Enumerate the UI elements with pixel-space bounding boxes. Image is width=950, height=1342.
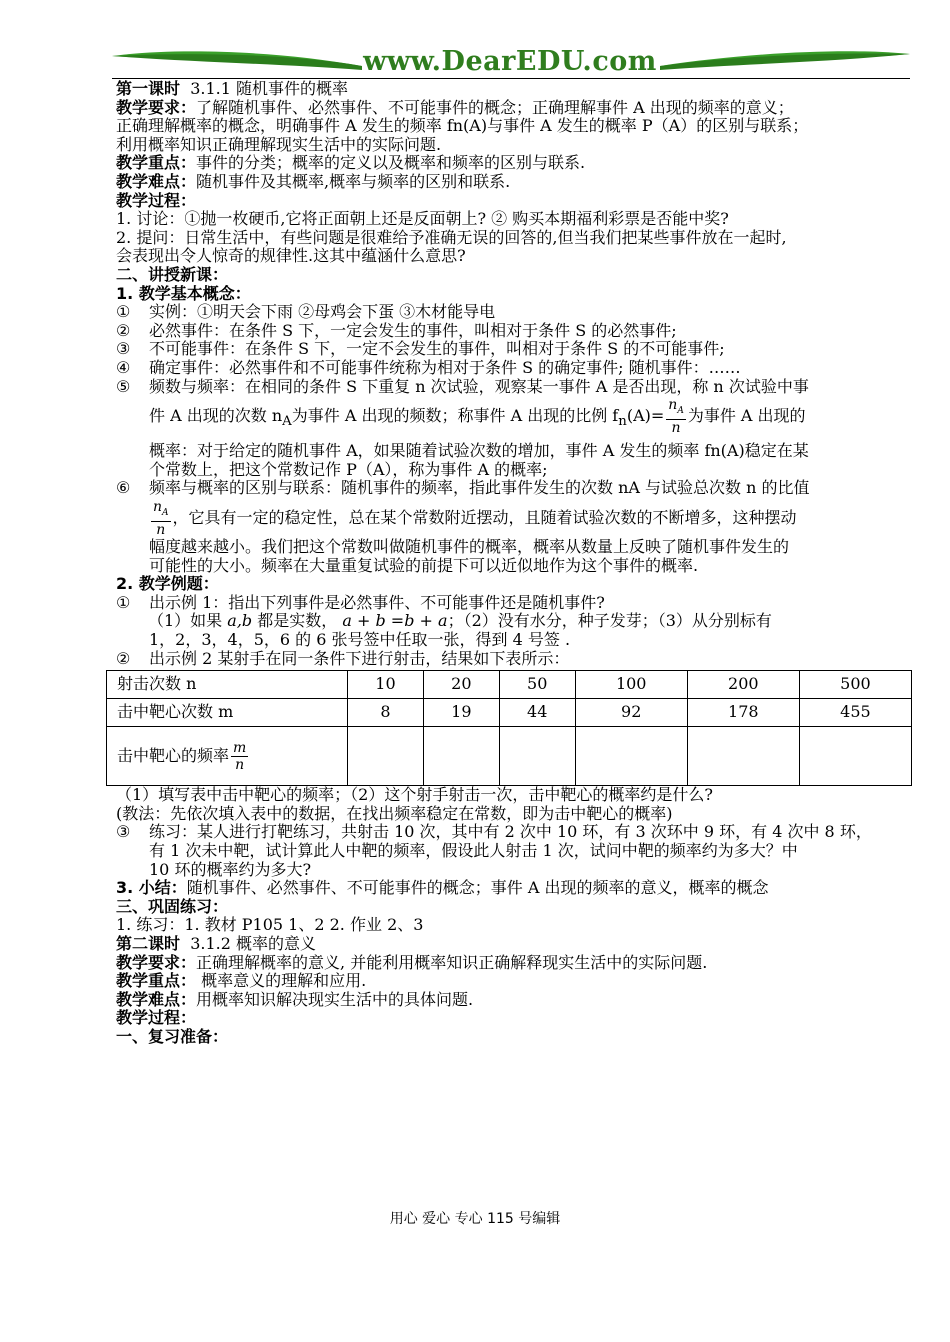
table-cell: 20	[423, 671, 499, 699]
text-line: 件 A 出现的次数 $n_A$为事件 A 出现的频数；称事件 A 出现的比例 $f_n(A)=$ $\frac{n_A}{n}$ 为事件 A 出现的	[149, 397, 806, 436]
list-item: ⑤ 频数与频率：在相同的条件 S 下重复 n 次试验，观察某一事件 A 是否出现，称 n 次试验中事	[116, 376, 809, 396]
table-cell	[799, 727, 911, 786]
list-item: ⑥ 频率与概率的区别与联系：随机事件的频率，指此事件发生的次数 nA 与试验总次数 n 的比值	[116, 478, 810, 498]
table-cell: 50	[499, 671, 575, 699]
text-line: $\frac{n_A}{n}$ ，它具有一定的稳定性，总在某个常数附近摆动，且随着试验次数的不断增多，这种摆动	[153, 499, 797, 538]
list-item: ① 实例：①明天会下雨 ②母鸡会下蛋 ③木材能导电	[116, 302, 496, 322]
section-heading: 一、复习准备：	[116, 1026, 229, 1046]
fraction-nA-over-n: $\frac{n_A}{n}$	[668, 397, 684, 436]
text-line: (教法：先依次填入表中的数据，在找出频率稳定在常数，即为击中靶心的概率)	[116, 803, 673, 823]
table-cell	[423, 727, 499, 786]
table-row	[107, 671, 912, 699]
table-cell: 455	[799, 699, 911, 727]
text-line: 正确理解概率的概念，明确事件 A 发生的频率 fn(A)与事件 A 发生的概率 P（A）的区别与联系；	[116, 116, 809, 136]
table-row	[107, 727, 912, 786]
table-row	[107, 699, 912, 727]
table-cell: 100	[575, 671, 687, 699]
text-line: 1，2，3，4，5，6 的 6 张号签中任取一张，得到 4 号签 .	[149, 630, 571, 650]
subsection-heading: 2. 教学例题：	[116, 574, 219, 594]
table-cell	[348, 727, 424, 786]
table-cell: 92	[575, 699, 687, 727]
subsection-heading: 1. 教学基本概念：	[116, 283, 251, 303]
table-cell	[499, 727, 575, 786]
text-line: 个常数上，把这个常数记作 P（A），称为事件 A 的概率;	[149, 459, 548, 479]
text-line: 有 1 次未中靶，试计算此人中靶的频率，假设此人射击 1 次，试问中靶的频率约为多大？中	[149, 841, 798, 860]
site-logo[interactable]: www.DearEDU.com	[363, 46, 657, 77]
page-footer: 用心 爱心 专心 115 号编辑	[389, 1211, 561, 1227]
list-item: ① 出示例 1：指出下列事件是必然事件、不可能事件还是随机事件?	[116, 592, 605, 612]
lesson1-difficulties: 教学难点：随机事件及其概率,概率与频率的区别和联系.	[116, 171, 511, 191]
text-line: （1）如果 a,b 都是实数， a + b =b + a；（2）没有水分，种子发芽；（3）从分别标有	[148, 611, 772, 631]
table-cell: 射击次数 n	[107, 671, 348, 699]
lesson2-requirements: 教学要求：正确理解概率的意义, 并能利用概率知识正确解释现实生活中的实际问题.	[116, 952, 708, 972]
document-body	[116, 80, 912, 1047]
table-cell	[687, 727, 799, 786]
list-item: ④ 确定事件：必然事件和不可能事件统称为相对于条件 S 的确定事件; 随机事件：……	[116, 357, 741, 377]
fraction-nA-over-n: $\frac{n_A}{n}$	[153, 499, 169, 538]
list-item: ③ 不可能事件：在条件 S 下，一定不会发生的事件，叫相对于条件 S 的不可能事件;	[116, 339, 725, 359]
text-line: 概率：对于给定的随机事件 A，如果随着试验次数的增加，事件 A 发生的频率 fn(A)稳定在某	[149, 441, 809, 461]
table-cell: 19	[423, 699, 499, 727]
list-item: ② 必然事件：在条件 S 下，一定会发生的事件，叫相对于条件 S 的必然事件;	[116, 320, 677, 340]
list-item: ② 出示例 2 某射手在同一条件下进行射击，结果如下表所示：	[116, 648, 570, 668]
text-line: 2. 提问：日常生活中，有些问题是很难给予准确无误的回答的,但当我们把某些事件放在一起时,	[116, 227, 787, 247]
text-line: 1. 练习：1. 教材 P105 1、2 2. 作业 2、3	[116, 915, 424, 935]
list-item: ③ 练习：某人进行打靶练习，共射击 10 次，其中有 2 次中 10 环，有 3 次环中 9 环，有 4 次中 8 环，	[116, 822, 872, 842]
lesson2-difficulties: 教学难点：用概率知识解决现实生活中的具体问题.	[116, 989, 474, 1009]
lesson2-key-points: 教学重点： 概率意义的理解和应用.	[116, 971, 367, 991]
table-cell: 500	[799, 671, 911, 699]
fraction-m-over-n: $\frac{m}{n}$	[233, 739, 247, 773]
text-line: 可能性的大小。频率在大量重复试验的前提下可以近似地作为这个事件的概率.	[149, 555, 699, 575]
shooting-table	[106, 670, 912, 786]
lesson2-title: 第二课时 3.1.2 概率的意义	[116, 933, 316, 953]
table-cell: 178	[687, 699, 799, 727]
table-cell: 200	[687, 671, 799, 699]
lesson1-key-points: 教学重点：事件的分类；概率的定义以及概率和频率的区别与联系.	[116, 153, 586, 173]
lesson2-process-heading: 教学过程：	[116, 1008, 197, 1028]
table-cell: 击中靶心的频率 $\frac{m}{n}$	[107, 727, 348, 786]
text-line: 1. 讨论：①抛一枚硬币,它将正面朝上还是反面朝上? ② 购买本期福利彩票是否能中奖?	[116, 209, 729, 229]
text-line: （1）填写表中击中靶心的频率；（2）这个射手射击一次，击中靶心的概率约是什么?	[116, 785, 713, 805]
lesson1-process-heading: 教学过程：	[116, 190, 197, 210]
table-cell: 44	[499, 699, 575, 727]
section-heading: 三、巩固练习：	[116, 896, 229, 916]
table-cell	[575, 727, 687, 786]
text-line: 10 环的概率约为多大?	[149, 859, 312, 879]
text-line: 幅度越来越小。我们把这个常数叫做随机事件的概率，概率从数量上反映了随机事件发生的	[149, 537, 790, 557]
table-cell: 8	[348, 699, 424, 727]
text-line: 会表现出令人惊奇的规律性.这其中蕴涵什么意思?	[116, 246, 466, 266]
lesson1-requirements: 教学要求：了解随机事件、必然事件、不可能事件的概念；正确理解事件 A 出现的频率的意义；	[116, 97, 794, 117]
text-line: 利用概率知识正确理解现实生活中的实际问题.	[116, 134, 442, 154]
section-heading: 二、讲授新课：	[116, 264, 229, 284]
table-cell: 击中靶心次数 m	[107, 699, 348, 727]
table-cell: 10	[348, 671, 424, 699]
lesson1-title: 第一课时 3.1.1 随机事件的概率	[116, 79, 348, 98]
summary-line: 3. 小结：随机事件、必然事件、不可能事件的概念；事件 A 出现的频率的意义，概率的概念	[116, 878, 769, 898]
